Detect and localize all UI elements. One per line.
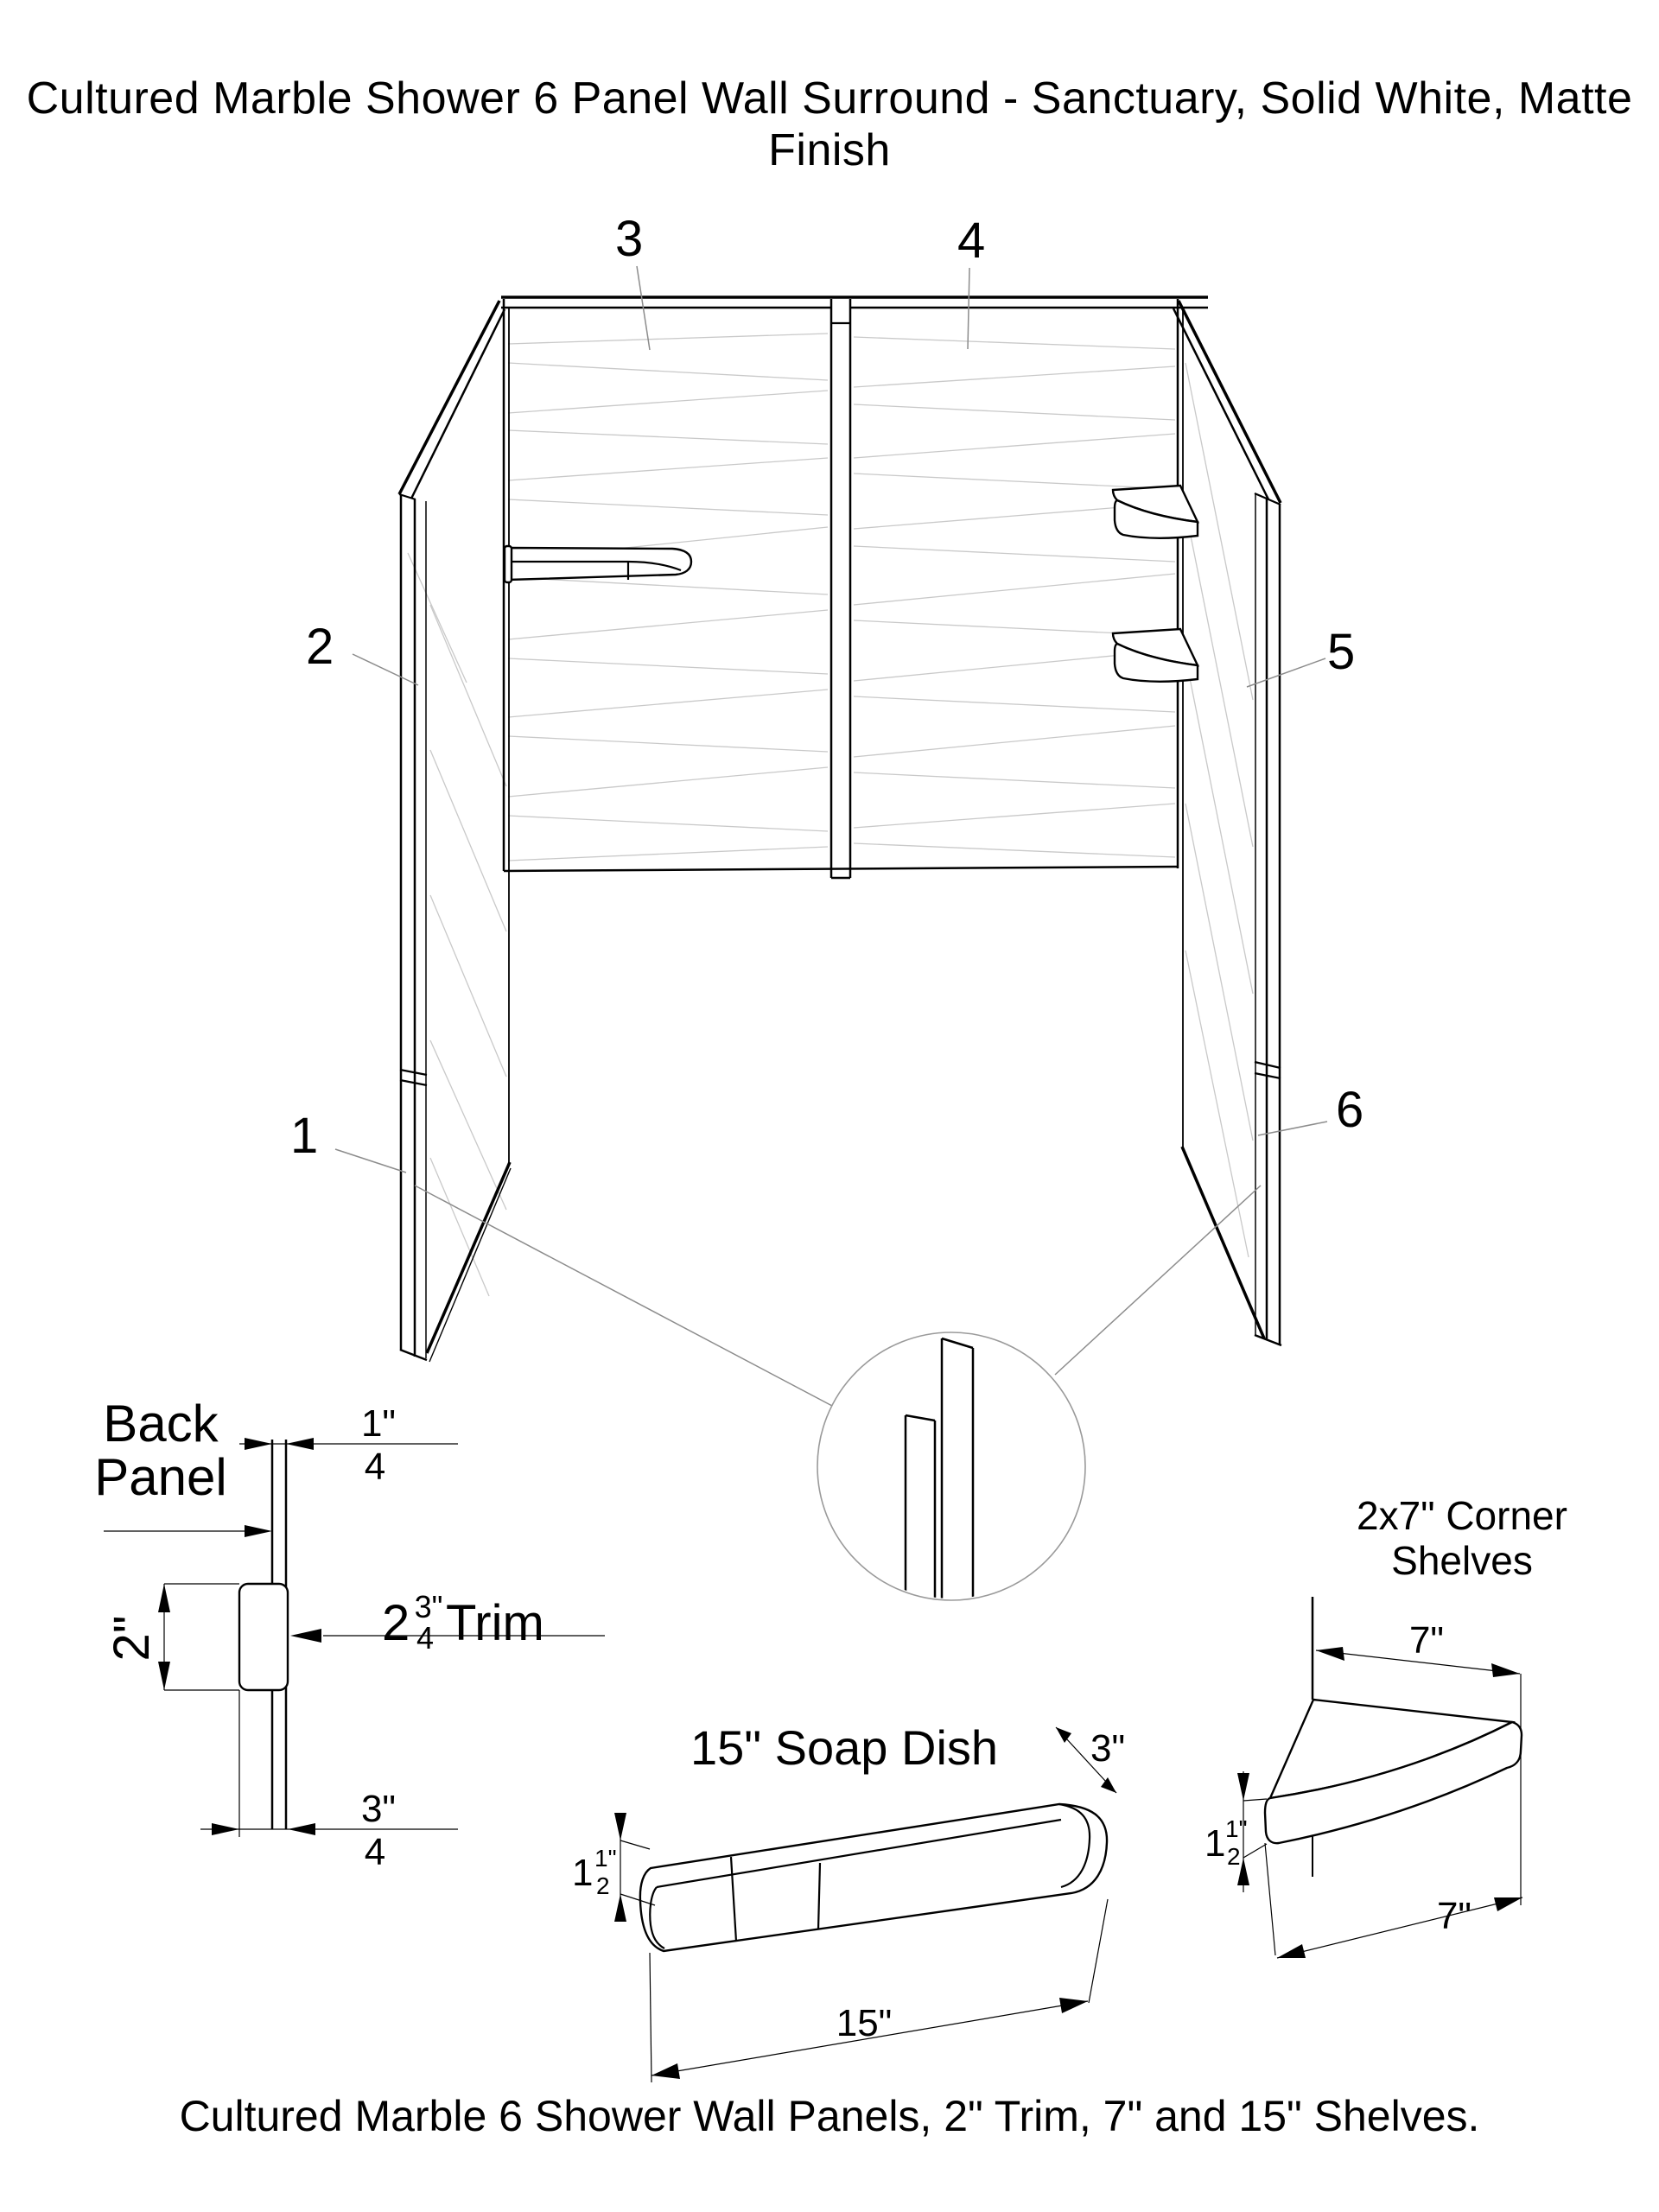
soap-dish-detail [572,1720,1125,2082]
corner-shelf-lower [1113,629,1198,682]
dim-corner-bottom-text: 7" [1436,1895,1472,1937]
page-caption: Cultured Marble 6 Shower Wall Panels, 2" Trim, 7" and 15" Shelves. [179,2092,1480,2140]
left-wall-top-edge-inner [411,309,505,499]
left-wall-panel-seam-tick-1 [400,1070,427,1075]
part-label-1: 1 [290,1108,319,1164]
left-wall-panel-seam-tick-2 [400,1080,427,1085]
left-wall-bottom-cap [400,1350,427,1360]
dim-soap-height-whole: 1 [572,1852,594,1894]
part-label-4: 4 [957,213,986,269]
texture-right-wall [1185,363,1253,1257]
trim-label-num: 3" [414,1589,443,1624]
corner-shelves-title-line2: Shelves [1391,1538,1533,1583]
corner-shelves-detail [1205,1493,1567,1958]
back-wall [501,297,1208,878]
back-panel-label-line1: Back [103,1395,219,1452]
part-callouts [290,211,1363,1173]
texture-left-wall [408,553,506,1296]
dim-corner-top-text: 7" [1408,1619,1445,1662]
dim-quarter-num: 1" [360,1402,397,1445]
dim-soap-depth-text: 3" [1090,1727,1126,1770]
dim-three-quarter-den: 4 [364,1831,386,1873]
center-seam-trim [831,299,850,878]
main-isometric-view [290,211,1363,1600]
page-title: Cultured Marble Shower 6 Panel Wall Surround - Sanctuary, Solid White, Matte Finish [26,73,1633,175]
dim-corner-height-num: 1" [1225,1815,1248,1842]
corner-shelf-drawing [1265,1700,1522,1843]
dim-corner-bottom [1265,1843,1522,1958]
right-wall-top-edge-inner [1173,308,1268,499]
trim-label [290,1589,605,1656]
dim-corner-height-whole: 1 [1205,1822,1226,1865]
dim-two-inch [104,1584,239,1690]
dim-soap-length-text: 15" [836,2002,893,2044]
dim-corner-height-den: 2 [1227,1843,1241,1870]
dim-three-quarter-num: 3" [360,1788,397,1830]
dim-corner-height [1205,1771,1267,1892]
right-wall-bottom-edge [1182,1147,1264,1338]
part-label-6: 6 [1336,1082,1364,1138]
corner-shelves-title-line1: 2x7" Corner [1357,1493,1567,1538]
trim-label-whole: 2 [382,1595,410,1651]
right-wall-top-edge-outer [1179,301,1281,503]
dim-three-quarter-inch [200,1690,458,1873]
back-panel-detail [94,1395,605,1873]
corner-shelf-upper [1113,486,1198,538]
trim-label-den: 4 [416,1620,435,1656]
part-label-3: 3 [615,211,644,267]
part-label-5: 5 [1327,624,1356,680]
soap-dish-title: 15" Soap Dish [690,1720,999,1775]
left-side-wall [399,301,511,1362]
left-wall-top-edge-outer [399,301,499,494]
back-wall-bottom-edge [504,867,1178,871]
texture-back-left-panel [508,334,828,861]
dim-soap-height-den: 2 [596,1872,610,1899]
back-panel-label-line2: Panel [94,1448,227,1506]
dim-two-inch-text: 2" [104,1615,160,1662]
texture-back-right-panel [854,337,1175,857]
right-wall-bottom-cap [1255,1335,1281,1345]
left-wall-bottom-edge [427,1162,510,1353]
trim-block [239,1584,288,1690]
dim-quarter-den: 4 [364,1446,386,1488]
dim-soap-depth [1056,1727,1125,1793]
seam-detail-circle [415,1185,1261,1600]
trim-label-word: Trim [446,1595,544,1651]
part-label-2: 2 [306,619,334,675]
dim-soap-height-num: 1" [594,1845,617,1872]
soap-dish-shelf [505,546,691,582]
